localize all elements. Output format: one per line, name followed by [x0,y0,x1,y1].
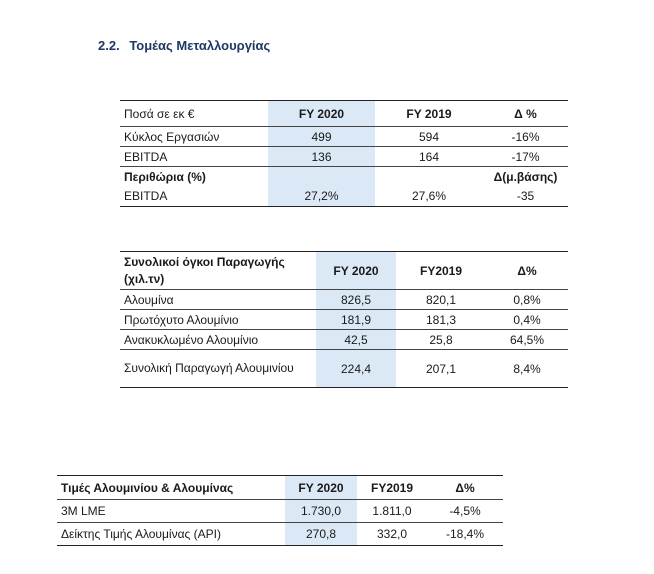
table-subheader-row [120,167,568,187]
cell-value: 207,1 [396,350,486,388]
cell-value: 27,6% [375,187,483,207]
row-label: Αλουμίνα [120,290,316,310]
cell-value: 270,8 [285,523,357,546]
table-row [120,187,568,207]
table-row [57,500,503,523]
table-row [120,147,568,167]
cell-value: -18,4% [427,523,503,546]
cell-value: 27,2% [268,187,375,207]
table-row [120,290,568,310]
header-cell: Δ% [486,252,568,290]
financials-table [120,100,568,207]
production-volumes-table [120,251,568,388]
header-cell: Συνολικοί όγκοι Παραγωγής (χιλ.τν) [120,252,316,290]
table-row [120,330,568,350]
table-row [120,350,568,388]
cell-value: 1.730,0 [285,500,357,523]
row-label: Συνολική Παραγωγή Αλουμινίου [120,350,316,388]
header-cell: Δ % [483,101,568,127]
cell-value: 0,8% [486,290,568,310]
header-cell: FY 2019 [375,101,483,127]
section-title: Τομέας Μεταλλουργίας [129,38,271,53]
table-header-row [57,476,503,500]
row-label: EBITDA [120,187,268,207]
table-row [57,523,503,546]
cell-value: -17% [483,147,568,167]
row-label: EBITDA [120,147,268,167]
row-label: Πρωτόχυτο Αλουμίνιο [120,310,316,330]
cell-value: 332,0 [357,523,427,546]
cell-value: 181,3 [396,310,486,330]
row-label: Ανακυκλωμένο Αλουμίνιο [120,330,316,350]
row-label: 3M LME [57,500,285,523]
table-row [120,127,568,147]
cell-value: 42,5 [316,330,396,350]
cell-value: 8,4% [486,350,568,388]
cell-value: 1.811,0 [357,500,427,523]
cell-value: -35 [483,187,568,207]
header-cell: FY 2020 [285,476,357,500]
table-header-row [120,252,568,290]
cell-value: 25,8 [396,330,486,350]
section-number: 2.2. [98,38,120,53]
section-heading [98,38,270,53]
row-label: Κύκλος Εργασιών [120,127,268,147]
cell-value: 594 [375,127,483,147]
cell-value: 224,4 [316,350,396,388]
empty-cell [268,167,375,187]
header-cell: FY2019 [357,476,427,500]
cell-value: 826,5 [316,290,396,310]
cell-value: 181,9 [316,310,396,330]
cell-value: 820,1 [396,290,486,310]
cell-value: 136 [268,147,375,167]
cell-value: -16% [483,127,568,147]
cell-value: 64,5% [486,330,568,350]
row-label: Δείκτης Τιμής Αλουμίνας (API) [57,523,285,546]
cell-value: 0,4% [486,310,568,330]
cell-value: 164 [375,147,483,167]
subheader-delta: Δ(μ.βάσης) [483,167,568,187]
cell-value: 499 [268,127,375,147]
header-cell: Δ% [427,476,503,500]
header-cell: Ποσά σε εκ € [120,101,268,127]
header-cell: FY2019 [396,252,486,290]
header-cell: Τιμές Αλουμινίου & Αλουμίνας [57,476,285,500]
header-cell: FY 2020 [268,101,375,127]
subheader-label: Περιθώρια (%) [120,167,268,187]
table-header-row [120,101,568,127]
header-cell: FY 2020 [316,252,396,290]
empty-cell [375,167,483,187]
table-row [120,310,568,330]
cell-value: -4,5% [427,500,503,523]
prices-table [57,475,503,546]
